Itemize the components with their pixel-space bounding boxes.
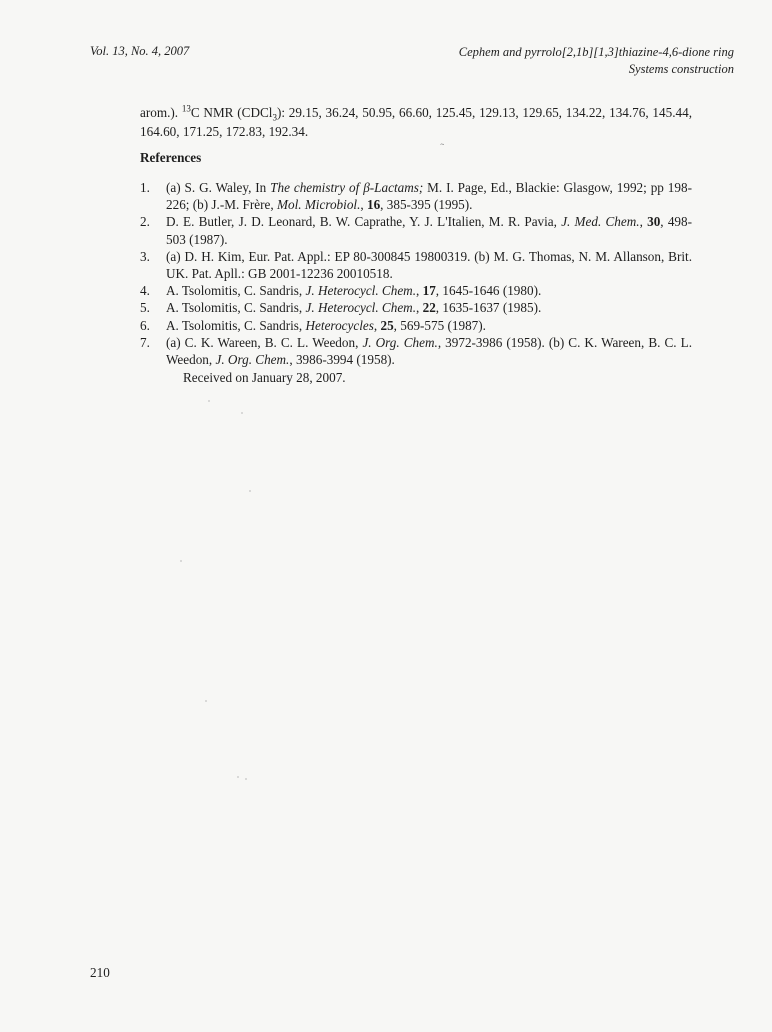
reference-number: 3. [140, 248, 150, 264]
running-header-title-line2: Systems construction [628, 62, 734, 76]
journal-name: J. Org. Chem. [362, 334, 438, 350]
reference-item [140, 282, 692, 299]
journal-name: J. Heterocycl. Chem. [305, 283, 416, 299]
reference-list [140, 179, 692, 368]
reference-item [140, 317, 692, 334]
reference-text: , [360, 197, 367, 213]
journal-name: J. Heterocycl. Chem. [305, 300, 416, 316]
reference-text: , 385-395 (1995). [380, 197, 473, 213]
reference-number: 1. [140, 180, 150, 195]
journal-name: J. Org. Chem. [215, 352, 290, 368]
journal-volume: 16 [366, 197, 381, 213]
reference-number: 6. [140, 317, 150, 333]
reference-text: , [416, 283, 423, 299]
reference-text: , 1635-1637 (1985). [435, 300, 542, 316]
reference-text: , 569-575 (1987). [393, 317, 486, 333]
margin-mark: ˆ̇ [440, 143, 444, 154]
nmr-values: ): 29.15, 36.24, 50.95, 66.60, 125.45, 129.13, 129.65, 134.22, 134.76, 145.44, 164.60, 171.25, 172.83, 192.34. [140, 105, 692, 139]
reference-text: A. Tsolomitis, C. Sandris, [166, 317, 306, 333]
page-number: 210 [90, 965, 110, 980]
journal-volume: 25 [380, 317, 394, 333]
reference-text: , [373, 317, 381, 333]
received-date: Received on January 28, 2007. [183, 370, 346, 385]
journal-volume: 22 [422, 300, 436, 316]
reference-text: A. Tsolomitis, C. Sandris, [166, 283, 306, 299]
reference-text: D. E. Butler, J. D. Leonard, B. W. Caprathe, Y. J. L'Italien, M. R. Pavia, [166, 214, 562, 230]
journal-volume: 17 [422, 283, 436, 299]
reference-text: (a) D. H. Kim, Eur. Pat. Appl.: EP 80-300845 19800319. (b) M. G. Thomas, N. M. Allanson, Brit. UK. Pat. Apll.: GB 2001-12236 20010518. [166, 248, 692, 282]
reference-text: , [639, 214, 648, 230]
reference-item [140, 334, 692, 368]
reference-item [140, 213, 692, 247]
nmr-data-paragraph [140, 103, 692, 141]
reference-number: 5. [140, 300, 150, 316]
journal-name: Heterocycles [305, 317, 374, 333]
reference-item [140, 299, 692, 316]
scan-speck [249, 490, 251, 492]
isotope-superscript: 13 [181, 103, 191, 114]
nmr-prefix: arom.). [140, 105, 182, 120]
reference-text: , 3972-3986 (1958). (b) C. K. Wareen, B. C. L. Weedon, [166, 334, 692, 368]
scan-speck [237, 776, 239, 778]
reference-text: (a) C. K. Wareen, B. C. L. Weedon, [166, 334, 363, 350]
reference-item [140, 248, 692, 282]
reference-title-italic: The chemistry of β-Lactams; [270, 180, 424, 195]
subscript-3: 3 [272, 112, 277, 123]
reference-item [140, 179, 692, 213]
reference-text: , 3986-3994 (1958). [289, 352, 395, 368]
running-header-volume: Vol. 13, No. 4, 2007 [90, 44, 190, 58]
scan-speck [245, 778, 247, 780]
running-header-title-line1: Cephem and pyrrolo[2,1b][1,3]thiazine-4,6-dione ring [458, 45, 734, 59]
reference-number: 2. [140, 214, 150, 230]
reference-text: , 1645-1646 (1980). [435, 283, 542, 299]
scan-speck [205, 700, 207, 702]
running-header-title [459, 44, 734, 78]
journal-volume: 30 [647, 214, 661, 230]
journal-name: J. Med. Chem. [561, 214, 640, 230]
scan-speck [241, 412, 243, 414]
references-heading: References [140, 150, 202, 165]
reference-text: , [416, 300, 423, 316]
reference-number: 7. [140, 334, 150, 350]
reference-text: (a) S. G. Waley, In [166, 180, 271, 195]
scan-speck [208, 400, 210, 402]
reference-text: A. Tsolomitis, C. Sandris, [166, 300, 306, 316]
reference-number: 4. [140, 283, 150, 299]
reference-text: M. I. Page, Ed., Blackie: Glasgow, 1992; pp 198-226; (b) J.-M. Frère, [166, 180, 692, 213]
journal-name: Mol. Microbiol. [276, 197, 361, 213]
scan-speck [180, 560, 182, 562]
reference-text: , 498-503 (1987). [166, 214, 692, 247]
nmr-label: C NMR (CDCl [190, 105, 273, 120]
